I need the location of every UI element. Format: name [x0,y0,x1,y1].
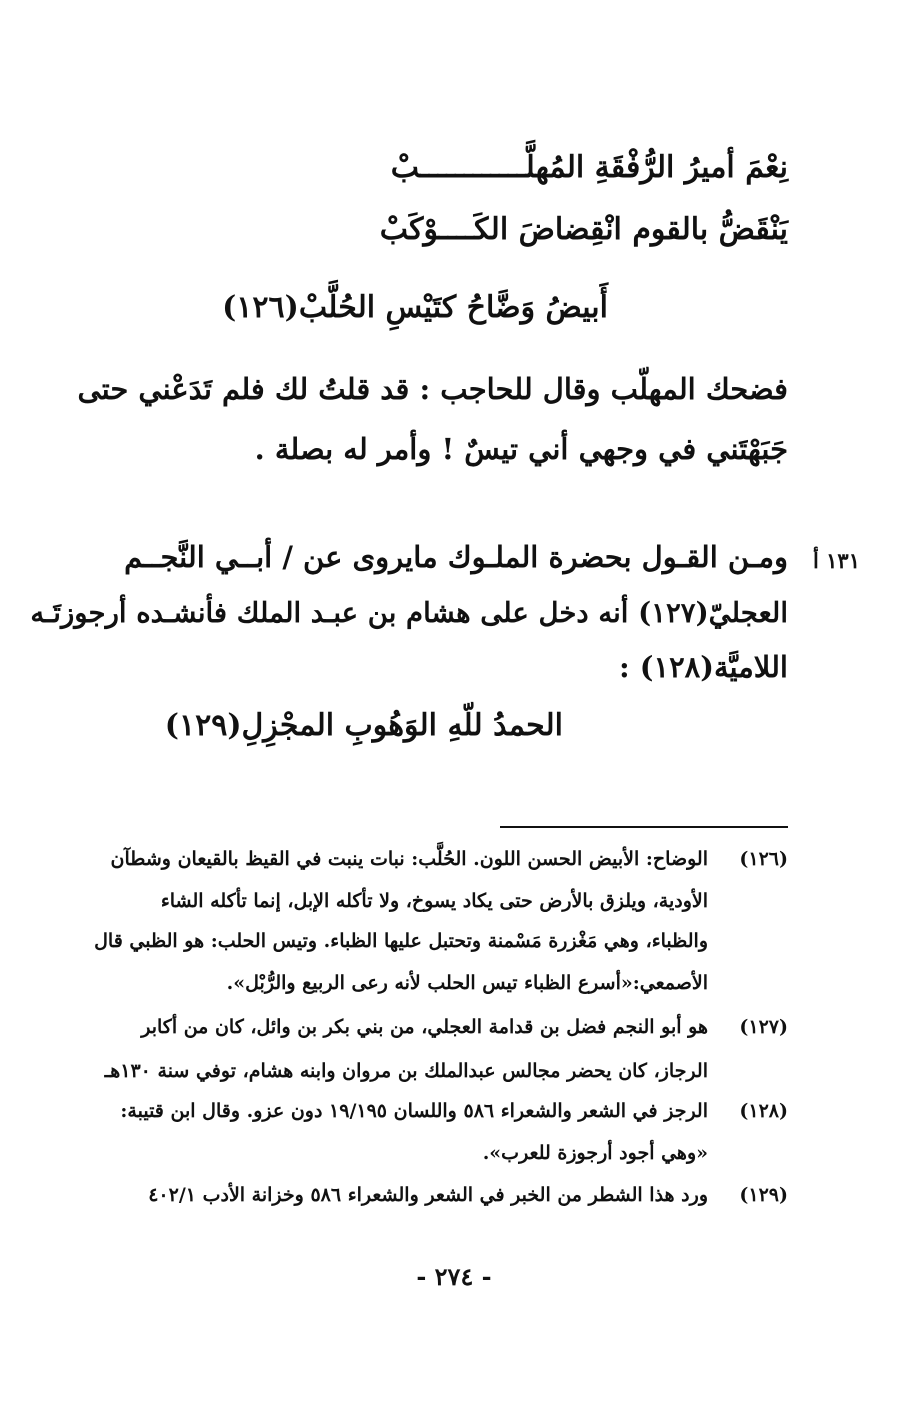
prose-main-line-1: ومـن القـول بحضرة الملـوك مايروى عن / أبــي النَّجــم [124,540,788,574]
footnote-text-line: هو أبو النجم فضل بن قدامة العجلي، من بني بكر بن وائل، كان من أكابر [141,1016,708,1038]
poem-top-line-2: يَنْقَضُّ بالقوم انْقِضاضَ الكَــــوْكَبْ [379,212,788,247]
poem-top-line-3: أَبيضُ وَضَّاحُ كتَيْسِ الحُلَّبْ(١٢٦) [222,290,608,325]
footnote-text-line: الرجاز، كان يحضر مجالس عبدالملك بن مروان وابنه هشام، توفي سنة ١٣٠هـ [104,1060,708,1082]
footnote-text-line: الوضاح: الأبيض الحسن اللون. الحُلَّب: نبات ينبت في القيظ بالقيعان وشطآن [110,848,708,870]
footnote-number: (١٢٨) [739,1100,788,1122]
footnote-number: (١٢٧) [739,1016,788,1038]
prose-top-line-1: فضحك المهلّب وقال للحاجب : قد قلتُ لك فلم تَدَعْني حتى [77,372,788,406]
footnote-text-line: الأودية، ويلزق بالأرض حتى يكاد يسوخ، ولا تأكله الإبل، إنما تأكله الشاء [160,890,708,912]
margin-folio-note: ١٣١ أ [813,548,860,573]
prose-top-line-2: جَبَهْتَني في وجهي أني تيسٌ ! وأمر له بصلة . [254,432,788,466]
footnote-text-line: والظباء، وهي مَغْزرة مَسْمنة وتحتبل عليها الظباء. وتيس الحلب: هو الظبي قال [94,930,708,952]
prose-main-line-2: العجليّ(١٢٧) أنه دخل على هشام بن عبـد الملك فأنشـده أرجوزتَـه [30,596,788,629]
footnote-separator [500,826,788,828]
footnote-number: (١٢٩) [739,1184,788,1206]
footnote-number: (١٢٦) [739,848,788,870]
page-number: - ٢٧٤ - [416,1262,492,1291]
footnote-text-line: الرجز في الشعر والشعراء ٥٨٦ واللسان ١٩/١٩٥ دون عزو. وقال ابن قتيبة: [120,1100,708,1122]
footnote-text-line: ورد هذا الشطر من الخبر في الشعر والشعراء ٥٨٦ وخزانة الأدب ٤٠٢/١ [148,1184,708,1206]
footnote-text-line: الأصمعي:«أسرع الظباء تيس الحلب لأنه رعى الربيع والرُّبْل». [226,972,708,994]
poem-top-line-1: نِعْمَ أميرُ الرُّفْقَةِ المُهلَّــــــــــــبْ [390,150,788,185]
footnote-text-line: «وهي أجود أرجوزة للعرب». [482,1142,708,1164]
poem-bottom-line-1: الحمدُ للّهِ الوَهُوبِ المجْزِلِ(١٢٩) [164,708,563,743]
prose-main-line-3: اللاميَّة(١٢٨) : [618,650,788,684]
